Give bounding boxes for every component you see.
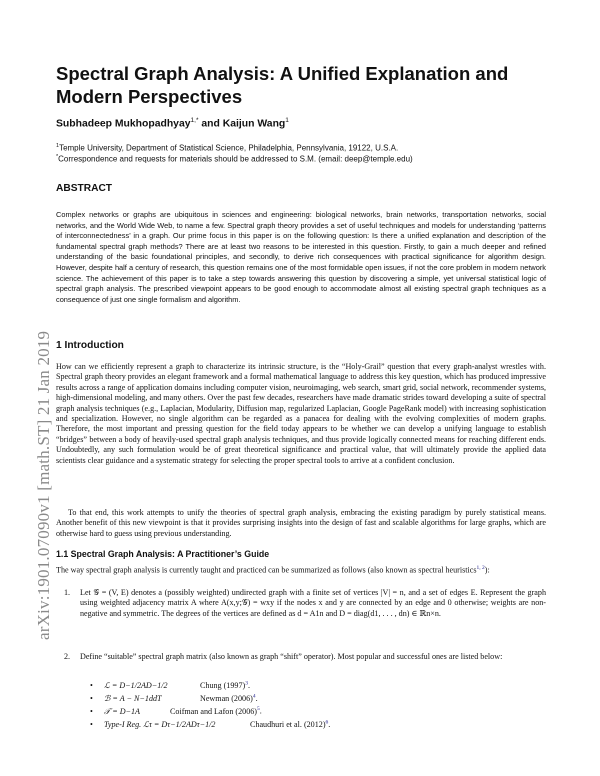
body-paragraph bbox=[56, 563, 546, 576]
operator-citation: Chung (1997) bbox=[200, 681, 246, 690]
operator-citation: Coifman and Lafon (2006) bbox=[170, 706, 257, 716]
operator-formula: Type-I Reg. ℒτ = Dτ−1/2ADτ−1/2 bbox=[104, 720, 216, 729]
operator-citation: Chaudhuri et al. (2012) bbox=[250, 720, 326, 729]
abstract-heading: ABSTRACT bbox=[56, 183, 113, 194]
operator-bullet: • ℒ = D−1/2AD−1/2 Chung (1997)$^3$. bbox=[90, 680, 250, 690]
affiliation bbox=[56, 143, 398, 153]
bullet-icon: • bbox=[90, 720, 93, 729]
operator-formula: ℬ = A − N−1ddT bbox=[104, 694, 162, 703]
subsection-intro-end: ): bbox=[484, 565, 490, 575]
abstract-text: Complex networks or graphs are ubiquitous in sciences and engineering: biological networks, brain networks, transportation networks, social networks, and the World Wide Web, to name a few. Spectral graph theory provides a set of useful techniques and models for understanding ‘patterns of interconnectedness’ in a graph. Our prime focus in this paper is on the following question: Is there a unified explanation and description of the fundamental spectral graph methods? There are at least two reasons to be interested in this question. Firstly, to gain a much deeper and refined understanding of the basic foundational principles, and secondly, to derive rich consequences with practical significance for algorithm design. However, despite half a century of research, this question remains one of the most formidable open issues, if not the core problem in modern network science. The achievement of this paper is to take a step towards answering this question by discovering a simple, yet universal statistical logic of spectral graph analysis. The prescribed viewpoint appears to be good enough to accommodate almost all existing spectral graph techniques as a consequence of just one single formalism and algorithm. bbox=[56, 210, 546, 304]
list-number: 1. bbox=[64, 588, 71, 597]
operator-formula: 𝒯 = D−1A bbox=[104, 706, 141, 716]
author-name: Kaijun Wang bbox=[222, 118, 286, 130]
list-item: Define “suitable” spectral graph matrix (also known as graph “shift” operator). Most popular and successful ones are listed below: bbox=[80, 652, 503, 661]
citation-link[interactable]: 5 bbox=[256, 706, 260, 712]
bullet-icon: • bbox=[90, 694, 93, 703]
operator-citation: Newman (2006) bbox=[200, 694, 253, 703]
section-heading: 1 Introduction bbox=[56, 340, 124, 351]
body-paragraph: To that end, this work attempts to unify the theories of spectral graph analysis, embracing the existing paradigm by purely statistical means. Another benefit of this new viewpoint is that it provides surprising insights into the design of fast and scalable algorithms for large graphs, which are otherwise hard to guess using previous understanding. bbox=[56, 508, 546, 538]
bullet-icon: • bbox=[90, 706, 93, 716]
correspondence-note bbox=[56, 154, 413, 164]
subsection-heading: 1.1 Spectral Graph Analysis: A Practitioner’s Guide bbox=[56, 549, 270, 559]
citation-link[interactable]: 3 bbox=[245, 680, 248, 687]
affiliation-mark: 1 bbox=[56, 143, 60, 149]
affiliation-text: Temple University, Department of Statistical Science, Philadelphia, Pennsylvania, 19122, U.S.A. bbox=[59, 143, 399, 153]
subsection-intro: The way spectral graph analysis is currently taught and practiced can be summarized as follows (also known as spectral heuristics bbox=[56, 565, 477, 575]
author-name: Subhadeep Mukhopadhyay bbox=[56, 118, 191, 130]
operator-bullet: • ℬ = A − N−1ddT Newman (2006)$^4$. bbox=[90, 693, 258, 703]
arxiv-sidebar-stamp: arXiv:1901.07090v1 [math.ST] 21 Jan 2019 bbox=[34, 330, 53, 640]
author-joiner: and bbox=[198, 118, 223, 130]
list-number: 2. bbox=[64, 652, 71, 661]
citation-link[interactable]: 6 bbox=[325, 719, 329, 726]
paper-title: Spectral Graph Analysis: A Unified Explanation and Modern Perspectives bbox=[56, 63, 509, 107]
author-marks: 1 bbox=[285, 117, 289, 124]
body-paragraph: How can we efficiently represent a graph to characterize its intrinsic structure, is the “Holy-Grail” question that every graph-analyst wrestles with. Spectral graph theory provides an elegant framework and a formal mathematical language to address this key question, which has produced impressive results across a range of application domains including computer vision, neuroimaging, web search, smart grid, social network, recommender systems, high-dimensional modeling, and many others. Over the past few decades, researchers have made dramatic strides toward developing a suite of spectral graph analysis techniques (e.g., Laplacian, Modularity, Diffusion map, regularized Laplacian, Google PageRank model) with increasing sophistication and specialization. However, no single algorithm can be regarded as a panacea for dealing with the evolving complexities of modern graphs. Therefore, the most important and pressing question for the field today appears to be whether we can develop a unifying language to establish “bridges” between a body of heavily-used spectral graph analysis techniques, and thus provide logically connected means for reaching different ends. Undoubtedly, any such formulation would be of great theoretical significance and practical value, that will ultimately provide the applied data scientists clear guidance and a systematic strategy for selecting the proper spectral tools to arrive at a confident conclusion. bbox=[56, 362, 546, 465]
operator-bullet: • Type-I Reg. ℒτ = Dτ−1/2ADτ−1/2 Chaudhuri et al. (2012)$^6$. bbox=[90, 719, 331, 729]
citation-link[interactable]: 4 bbox=[252, 693, 256, 700]
list-item: Let 𝒢 = (V, E) denotes a (possibly weighted) undirected graph with a finite set of vertices |V| = n, and a set of edges E. Represent the graph using weighted adjacency matrix A where A(x,y;𝒢) = wxy if the nodes x and y are connected by an edge and 0 otherwise; weights are non-negative and symmetric. The degrees of the vertices are defined as d = A1n and D = diag(d1, . . . , dn) ∈ ℝn×n. bbox=[80, 588, 546, 618]
operator-formula: ℒ = D−1/2AD−1/2 bbox=[104, 681, 168, 690]
affiliation-mark: * bbox=[56, 154, 59, 160]
operator-bullet: • 𝒯 = D−1A Coifman and Lafon (2006)$^5$. bbox=[90, 706, 262, 716]
author-marks: 1,* bbox=[190, 117, 199, 124]
citation-link[interactable]: 1, 2 bbox=[476, 565, 485, 571]
bullet-icon: • bbox=[90, 681, 93, 690]
affiliation-text: Correspondence and requests for materials should be addressed to S.M. (email: deep@temple.edu) bbox=[58, 154, 413, 164]
author-line bbox=[56, 117, 289, 129]
